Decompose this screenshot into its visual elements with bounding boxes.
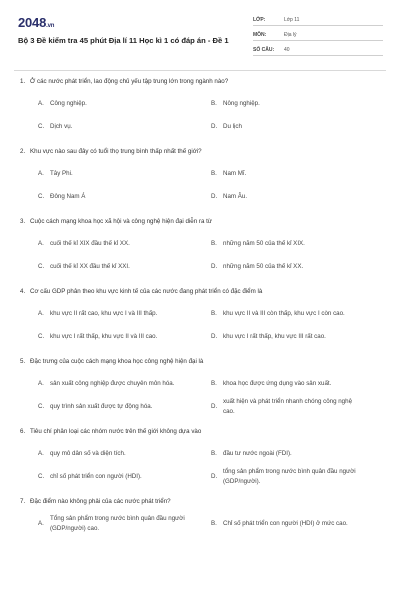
question-item	[0, 148, 400, 218]
answer-option[interactable]	[211, 442, 384, 465]
answer-option[interactable]	[38, 465, 211, 488]
meta-key: LỚP:	[253, 16, 266, 23]
answer-options	[38, 232, 400, 278]
question-spacer	[0, 208, 400, 218]
question-spacer	[0, 418, 400, 428]
question-number: 2.	[20, 148, 26, 155]
option-text: đầu tư nước ngoài (FDI).	[223, 449, 292, 457]
answer-option[interactable]	[211, 512, 384, 535]
question-text: Đặc điểm nào không phải của các nước phát triển?	[30, 498, 171, 505]
question-item	[0, 78, 400, 148]
option-letter: A.	[38, 450, 44, 457]
question-item	[0, 358, 400, 428]
option-letter: C.	[38, 403, 45, 410]
answer-option[interactable]	[211, 255, 384, 278]
answer-options	[38, 372, 400, 418]
option-letter: D.	[211, 403, 218, 410]
option-letter: A.	[38, 310, 44, 317]
option-text: Chỉ số phát triển con người (HDI) ở mức cao.	[223, 519, 348, 527]
option-letter: C.	[38, 333, 45, 340]
answer-option[interactable]	[38, 162, 211, 185]
question-spacer	[0, 348, 400, 358]
header-divider	[14, 70, 386, 71]
option-letter: A.	[38, 170, 44, 177]
question-item	[0, 288, 400, 358]
answer-option[interactable]	[38, 92, 211, 115]
meta-row-class	[253, 14, 383, 26]
question-text: Tiêu chí phân loại các nhóm nước trên thế giới không dựa vào	[30, 428, 202, 435]
question-text: Đặc trưng của cuộc cách mạng khoa học công nghệ hiện đại là	[30, 358, 204, 365]
answer-option[interactable]	[38, 185, 211, 208]
option-text: khu vực II rất cao, khu vực I và III thấp.	[50, 309, 158, 317]
question-spacer	[0, 278, 400, 288]
meta-value: 40	[284, 46, 290, 53]
meta-key: SỐ CÂU:	[253, 46, 275, 53]
question-header	[0, 78, 400, 92]
option-text: Nam Âu.	[223, 192, 248, 200]
question-number: 5.	[20, 358, 26, 365]
question-header	[0, 218, 400, 232]
option-letter: B.	[211, 310, 217, 317]
answer-option[interactable]	[211, 185, 384, 208]
option-text: quy mô dân số và diện tích.	[50, 449, 126, 457]
option-letter: B.	[211, 170, 217, 177]
option-text: Du lịch	[223, 122, 242, 130]
answer-option[interactable]	[211, 232, 384, 255]
question-header	[0, 288, 400, 302]
answer-options	[38, 512, 400, 535]
question-text: Ở các nước phát triển, lao động chủ yếu tập trung lớn trong ngành nào?	[30, 78, 229, 85]
option-letter: D.	[211, 333, 218, 340]
question-number: 7.	[20, 498, 26, 505]
option-text: những năm 50 của thế kỉ XIX.	[223, 239, 305, 247]
option-text: Tây Phi.	[50, 169, 73, 177]
option-text: Tổng sản phẩm trong nước bình quân đầu người (GDP/người) cao.	[50, 514, 185, 532]
answer-option[interactable]	[211, 372, 384, 395]
meta-value: Lớp 11	[284, 16, 300, 23]
option-letter: C.	[38, 123, 45, 130]
option-text: những năm 50 của thế kỉ XX.	[223, 262, 304, 270]
page-title: Bộ 3 Đề kiểm tra 45 phút Địa lí 11 Học kì 1 có đáp án - Đề 1	[18, 36, 229, 45]
answer-options	[38, 162, 400, 208]
answer-option[interactable]	[38, 395, 211, 418]
answer-option[interactable]	[211, 92, 384, 115]
answer-option[interactable]	[38, 232, 211, 255]
option-letter: C.	[38, 193, 45, 200]
answer-option[interactable]	[211, 302, 384, 325]
meta-row-subject	[253, 29, 383, 41]
option-text: Công nghiệp.	[50, 99, 87, 107]
question-text: Cuộc cách mạng khoa học xã hội và công nghệ hiện đại diễn ra từ	[30, 218, 212, 225]
option-letter: A.	[38, 100, 44, 107]
page-header	[0, 0, 400, 66]
question-spacer	[0, 535, 400, 545]
option-text: quy trình sản xuất được tự động hóa.	[50, 402, 153, 410]
meta-value: Địa lý	[284, 31, 297, 38]
question-header	[0, 428, 400, 442]
question-number: 4.	[20, 288, 26, 295]
answer-options	[38, 442, 400, 488]
question-header	[0, 358, 400, 372]
option-text: Nông nghiệp.	[223, 99, 260, 107]
option-text: khoa học được ứng dụng vào sản xuất.	[223, 379, 332, 387]
option-text: Đông Nam Á	[50, 192, 86, 200]
question-spacer	[0, 488, 400, 498]
question-number: 6.	[20, 428, 26, 435]
option-text: xuất hiện và phát triển nhanh chóng công nghệ cao.	[223, 397, 353, 415]
option-text: tổng sản phẩm trong nước bình quân đầu người (GDP/người).	[223, 467, 356, 485]
option-text: khu vực I rất thấp, khu vực II và III cao.	[50, 332, 158, 340]
answer-option[interactable]	[38, 325, 211, 348]
option-letter: C.	[38, 263, 45, 270]
answer-option[interactable]	[38, 372, 211, 395]
option-text: khu vực I rất thấp, khu vực III rất cao.	[223, 332, 326, 340]
question-text: Khu vực nào sau đây có tuổi thọ trung bình thấp nhất thế giới?	[30, 148, 202, 155]
option-letter: C.	[38, 473, 45, 480]
option-letter: A.	[38, 520, 44, 527]
option-letter: A.	[38, 240, 44, 247]
option-letter: B.	[211, 380, 217, 387]
question-text: Cơ cấu GDP phân theo khu vực kinh tế của các nước đang phát triển có đặc điểm là	[30, 288, 263, 295]
question-item	[0, 218, 400, 288]
option-text: khu vực II và III còn thấp, khu vực I còn cao.	[223, 309, 345, 317]
option-text: cuối thế kỉ XX đầu thế kỉ XXI.	[50, 262, 130, 270]
answer-option[interactable]	[38, 115, 211, 138]
option-letter: B.	[211, 100, 217, 107]
question-header	[0, 148, 400, 162]
option-letter: B.	[211, 520, 217, 527]
option-letter: B.	[211, 450, 217, 457]
option-text: chỉ số phát triển con người (HDI).	[50, 472, 142, 480]
site-logo[interactable]	[18, 15, 54, 30]
option-letter: D.	[211, 473, 218, 480]
option-letter: D.	[211, 193, 218, 200]
answer-options	[38, 92, 400, 138]
option-letter: D.	[211, 263, 218, 270]
logo-suffix-text: .vn	[46, 23, 55, 29]
answer-options	[38, 302, 400, 348]
answer-option[interactable]	[211, 162, 384, 185]
meta-key: MÔN:	[253, 31, 267, 38]
question-number: 1.	[20, 78, 26, 85]
option-text: cuối thế kỉ XIX đầu thế kỉ XX.	[50, 239, 130, 247]
option-letter: D.	[211, 123, 218, 130]
option-text: sản xuất công nghiệp được chuyên môn hóa.	[50, 379, 175, 387]
option-text: Dịch vụ.	[50, 122, 73, 130]
answer-option[interactable]	[38, 512, 211, 535]
question-item	[0, 498, 400, 545]
logo-main-text: 2048	[18, 15, 47, 30]
question-item	[0, 428, 400, 498]
answer-option[interactable]	[211, 325, 384, 348]
answer-option[interactable]	[38, 302, 211, 325]
question-number: 3.	[20, 218, 26, 225]
question-header	[0, 498, 400, 512]
meta-row-question-count	[253, 44, 383, 56]
option-text: Nam Mĩ.	[223, 169, 247, 177]
answer-option[interactable]	[211, 465, 384, 488]
question-list	[0, 78, 400, 545]
answer-option[interactable]	[38, 442, 211, 465]
question-spacer	[0, 138, 400, 148]
answer-option[interactable]	[211, 115, 384, 138]
option-letter: B.	[211, 240, 217, 247]
meta-info-box	[253, 14, 383, 59]
answer-option[interactable]	[211, 395, 384, 418]
option-letter: A.	[38, 380, 44, 387]
answer-option[interactable]	[38, 255, 211, 278]
